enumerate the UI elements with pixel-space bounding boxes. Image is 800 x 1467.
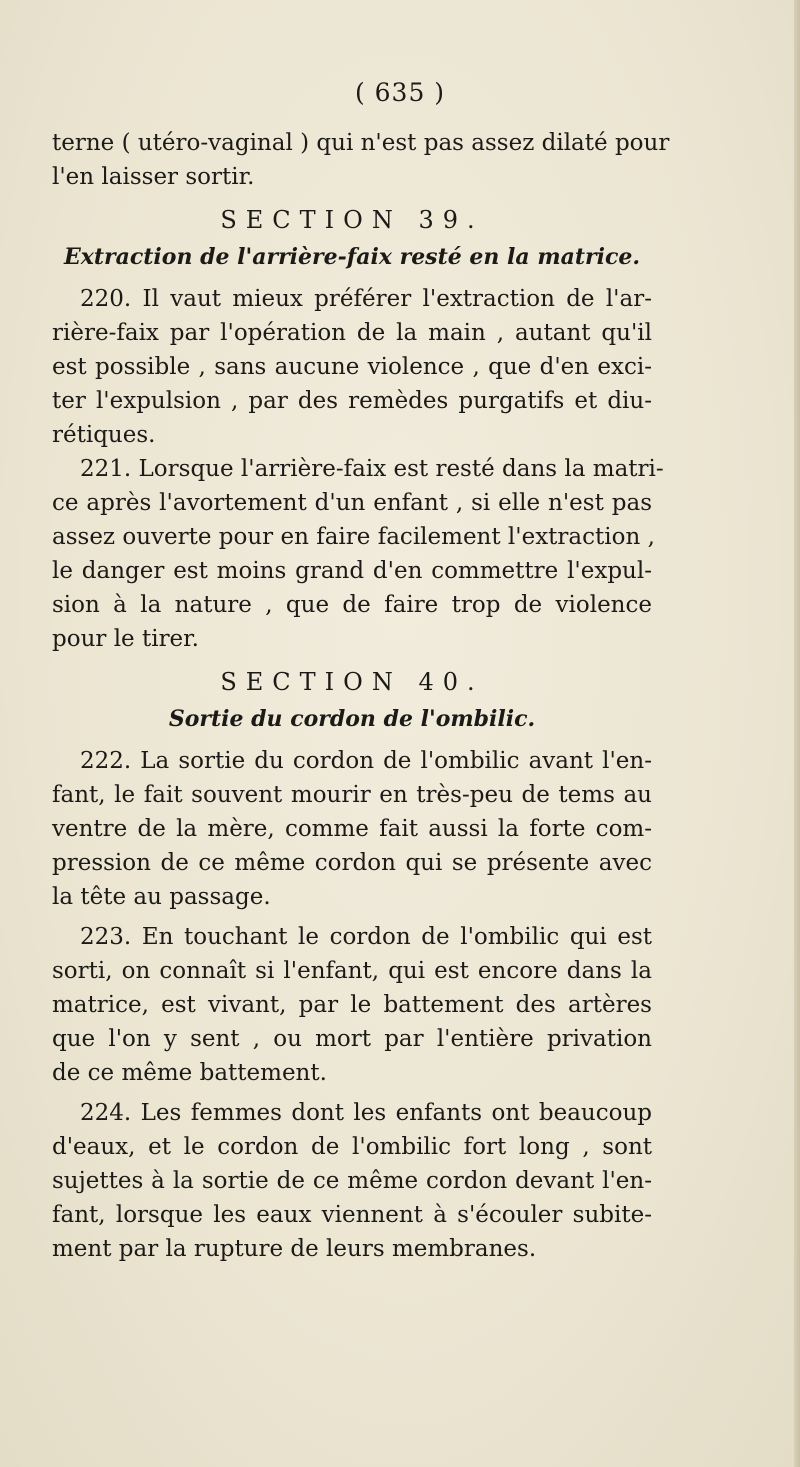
text-line: que l'on y sent , ou mort par l'entière privation [52, 1026, 652, 1052]
text-line: fant, lorsque les eaux viennent à s'écouler subite- [52, 1202, 652, 1228]
text-line: sorti, on connaît si l'enfant, qui est encore dans la [52, 958, 652, 984]
text-line: d'eaux, et le cordon de l'ombilic fort long , sont [52, 1134, 652, 1160]
text-line: la tête au passage. [52, 884, 271, 910]
text-line: rétiques. [52, 422, 156, 448]
text-line: sion à la nature , que de faire trop de violence [52, 592, 652, 618]
text-line: l'en laisser sortir. [52, 164, 255, 190]
paragraph-224 [52, 1096, 652, 1266]
text-line: ment par la rupture de leurs membranes. [52, 1236, 537, 1262]
paragraph-220 [52, 282, 652, 452]
text-line: 221. Lorsque l'arrière-faix est resté dans la matri- [80, 456, 664, 482]
text-line: est possible , sans aucune violence , que d'en exci- [52, 354, 652, 380]
text-line: pression de ce même cordon qui se présente avec [52, 850, 652, 876]
section-40-heading: SECTION 40. [220, 668, 484, 696]
text-line: pour le tirer. [52, 626, 199, 652]
text-line: 224. Les femmes dont les enfants ont beaucoup [80, 1100, 652, 1126]
text-line: de ce même battement. [52, 1060, 327, 1086]
text-line: terne ( utéro-vaginal ) qui n'est pas assez dilaté pour [52, 130, 670, 156]
text-line: 223. En touchant le cordon de l'ombilic qui est [80, 924, 652, 950]
text-line: 222. La sortie du cordon de l'ombilic avant l'en- [80, 748, 652, 774]
paragraph-223 [52, 920, 652, 1090]
text-line: ce après l'avortement d'un enfant , si elle n'est pas [52, 490, 652, 516]
paragraph-221 [52, 452, 664, 656]
text-line: 220. Il vaut mieux préférer l'extraction de l'ar- [80, 286, 652, 312]
text-line: ventre de la mère, comme fait aussi la forte com- [52, 816, 652, 842]
page-edge [794, 0, 800, 1467]
section-39-heading: SECTION 39. [220, 206, 484, 234]
section-40-title: Sortie du cordon de l'ombilic. [168, 706, 536, 732]
page-number: ( 635 ) [354, 78, 446, 107]
paragraph-222 [52, 744, 652, 914]
text-line: assez ouverte pour en faire facilement l'extraction , [52, 524, 655, 550]
text-line: le danger est moins grand d'en commettre l'expul- [52, 558, 652, 584]
intro-paragraph [52, 126, 670, 194]
text-line: fant, le fait souvent mourir en très-peu de tems au [52, 782, 652, 808]
text-body [52, 126, 670, 1266]
text-line: sujettes à la sortie de ce même cordon devant l'en- [52, 1168, 652, 1194]
text-line: matrice, est vivant, par le battement des artères [52, 992, 652, 1018]
section-39-title: Extraction de l'arrière-faix resté en la matrice. [63, 244, 641, 270]
text-line: ter l'expulsion , par des remèdes purgatifs et diu- [52, 388, 652, 414]
text-line: rière-faix par l'opération de la main , autant qu'il [52, 320, 652, 346]
